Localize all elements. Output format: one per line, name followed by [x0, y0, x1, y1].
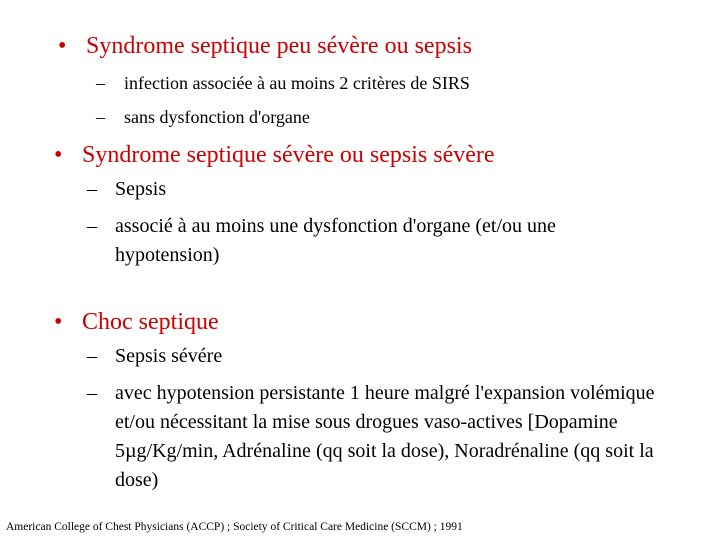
dash-icon: – — [96, 107, 105, 127]
bullet-icon: • — [54, 142, 63, 168]
bullet-icon: • — [58, 33, 67, 59]
section-2-item-2 — [87, 212, 707, 270]
section-1-item-2-text: sans dysfonction d'organe — [124, 107, 310, 127]
section-3-item-1 — [87, 342, 707, 371]
dash-icon: – — [96, 73, 105, 93]
section-1-heading — [58, 32, 472, 60]
dash-icon: – — [87, 382, 97, 404]
dash-icon: – — [87, 345, 97, 367]
section-2-heading — [54, 141, 495, 169]
dash-icon: – — [87, 178, 97, 200]
bullet-icon: • — [54, 309, 63, 335]
section-1-item-2 — [96, 104, 696, 130]
section-2-item-1-text: Sepsis — [115, 178, 167, 200]
footer-citation: American College of Chest Physicians (ACCP) ; Society of Critical Care Medicine (SCCM) ; 1991 — [6, 521, 463, 533]
section-2-item-2-text: associé à au moins une dysfonction d'organe (et/ou une hypotension) — [115, 215, 556, 266]
section-3-heading — [54, 308, 219, 336]
section-1-title: Syndrome septique peu sévère ou sepsis — [86, 33, 472, 59]
section-3-item-2 — [87, 379, 707, 499]
section-1-item-1 — [96, 70, 696, 96]
section-3-item-2-text: avec hypotension persistante 1 heure malgré l'expansion volémique et/ou nécessitant la mise sous drogues vaso-actives [Dopamine 5µg/Kg/min, Adrénaline (qq soit la dose), Noradrénaline (qq soit la dose) — [115, 382, 655, 491]
section-1-item-1-text: infection associée à au moins 2 critères de SIRS — [124, 73, 470, 93]
section-2-title: Syndrome septique sévère ou sepsis sévère — [82, 142, 495, 168]
section-3-item-1-text: Sepsis sévére — [115, 345, 223, 367]
section-3-title: Choc septique — [82, 309, 219, 335]
section-2-item-1 — [87, 175, 707, 204]
dash-icon: – — [87, 215, 97, 237]
